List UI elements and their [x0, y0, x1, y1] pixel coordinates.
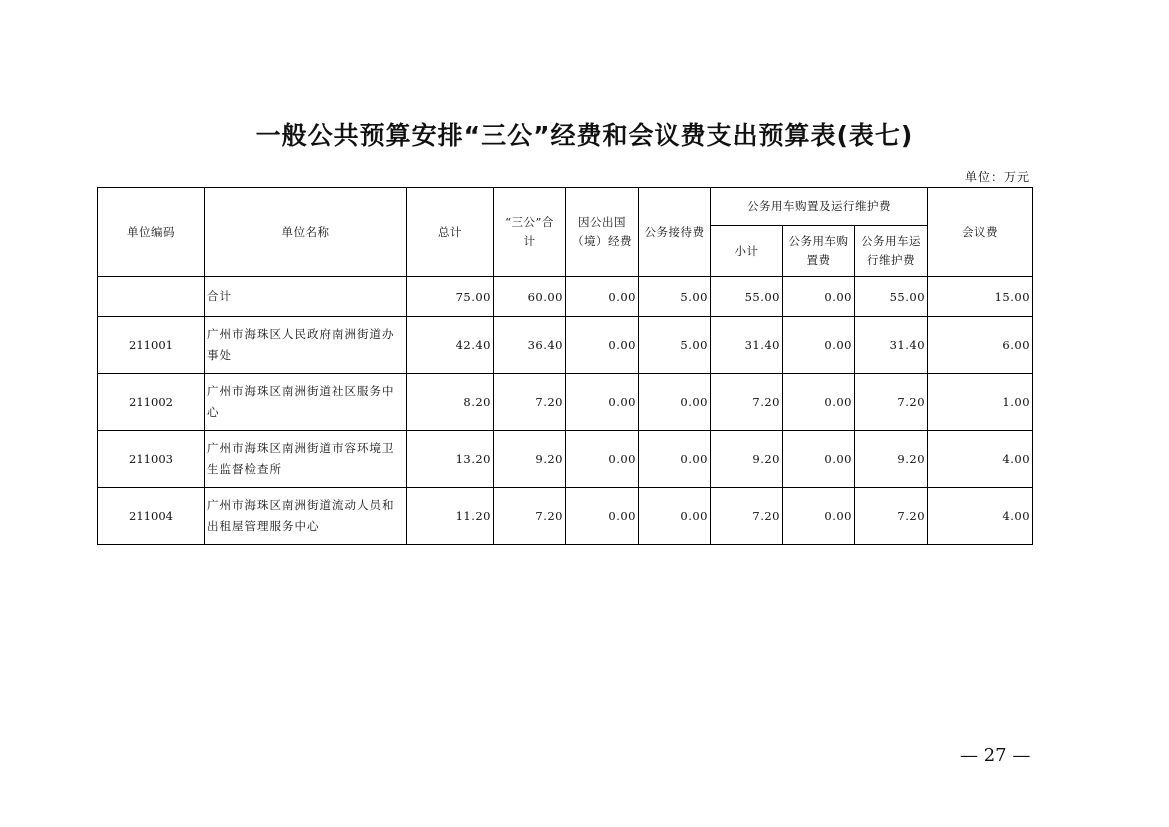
cell-code: 211004: [98, 488, 205, 545]
cell-meeting: 4.00: [928, 488, 1033, 545]
cell-sangong: 36.40: [494, 317, 566, 374]
header-abroad-line2: （境）经费: [572, 234, 632, 248]
cell-total: 11.20: [407, 488, 494, 545]
cell-subtotal: 7.20: [711, 488, 783, 545]
cell-meeting: 1.00: [928, 374, 1033, 431]
cell-purchase: 0.00: [783, 317, 855, 374]
header-total: 总计: [407, 188, 494, 277]
cell-reception: 0.00: [639, 374, 711, 431]
cell-name: 广州市海珠区南洲街道市容环境卫生监督检查所: [205, 431, 407, 488]
header-abroad: [566, 188, 639, 277]
cell-sangong: 9.20: [494, 431, 566, 488]
budget-table: [97, 187, 1033, 545]
table-row-total: [98, 277, 1033, 317]
cell-total: 13.20: [407, 431, 494, 488]
header-sangong-line1: “三公”合: [505, 215, 554, 229]
cell-total: 42.40: [407, 317, 494, 374]
cell-purchase: 0.00: [783, 488, 855, 545]
header-purchase-line2: 置费: [806, 253, 831, 267]
cell-total: 8.20: [407, 374, 494, 431]
cell-subtotal: 9.20: [711, 431, 783, 488]
cell-maintenance: 7.20: [855, 374, 928, 431]
cell-meeting: 15.00: [928, 277, 1033, 317]
cell-meeting: 6.00: [928, 317, 1033, 374]
cell-sangong: 60.00: [494, 277, 566, 317]
cell-maintenance: 31.40: [855, 317, 928, 374]
header-name: 单位名称: [205, 188, 407, 277]
cell-reception: 0.00: [639, 488, 711, 545]
header-reception: 公务接待费: [639, 188, 711, 277]
header-abroad-line1: 因公出国: [578, 215, 626, 229]
cell-reception: 0.00: [639, 431, 711, 488]
cell-purchase: 0.00: [783, 374, 855, 431]
header-purchase: [783, 226, 855, 277]
header-subtotal: 小计: [711, 226, 783, 277]
cell-name: 广州市海珠区南洲街道社区服务中心: [205, 374, 407, 431]
cell-reception: 5.00: [639, 317, 711, 374]
cell-name: 广州市海珠区南洲街道流动人员和出租屋管理服务中心: [205, 488, 407, 545]
cell-subtotal: 55.00: [711, 277, 783, 317]
header-sangong: [494, 188, 566, 277]
header-sangong-line2: 计: [523, 234, 536, 248]
cell-maintenance: 9.20: [855, 431, 928, 488]
header-vehicle-group: 公务用车购置及运行维护费: [711, 188, 928, 226]
header-row-1: [98, 188, 1033, 226]
cell-purchase: 0.00: [783, 277, 855, 317]
header-meeting: 会议费: [928, 188, 1033, 277]
table-row: [98, 317, 1033, 374]
cell-name: 广州市海珠区人民政府南洲街道办事处: [205, 317, 407, 374]
cell-code: 211002: [98, 374, 205, 431]
header-maintenance-line1: 公务用车运: [861, 234, 922, 248]
cell-subtotal: 7.20: [711, 374, 783, 431]
cell-maintenance: 55.00: [855, 277, 928, 317]
cell-purchase: 0.00: [783, 431, 855, 488]
cell-code: 211003: [98, 431, 205, 488]
table-row: [98, 488, 1033, 545]
page-number: — 27 —: [960, 745, 1031, 766]
table-row: [98, 374, 1033, 431]
page-title: 一般公共预算安排“三公”经费和会议费支出预算表(表七): [255, 121, 914, 150]
cell-abroad: 0.00: [566, 317, 639, 374]
cell-reception: 5.00: [639, 277, 711, 317]
cell-subtotal: 31.40: [711, 317, 783, 374]
cell-abroad: 0.00: [566, 431, 639, 488]
cell-meeting: 4.00: [928, 431, 1033, 488]
cell-code: [98, 277, 205, 317]
cell-abroad: 0.00: [566, 277, 639, 317]
header-code: 单位编码: [98, 188, 205, 277]
header-maintenance-line2: 行维护费: [867, 253, 916, 267]
cell-sangong: 7.20: [494, 488, 566, 545]
cell-abroad: 0.00: [566, 488, 639, 545]
cell-name: 合计: [205, 277, 407, 317]
header-purchase-line1: 公务用车购: [788, 234, 849, 248]
cell-sangong: 7.20: [494, 374, 566, 431]
unit-label: 单位：万元: [964, 170, 1030, 184]
cell-code: 211001: [98, 317, 205, 374]
cell-abroad: 0.00: [566, 374, 639, 431]
cell-total: 75.00: [407, 277, 494, 317]
header-maintenance: [855, 226, 928, 277]
cell-maintenance: 7.20: [855, 488, 928, 545]
table-row: [98, 431, 1033, 488]
